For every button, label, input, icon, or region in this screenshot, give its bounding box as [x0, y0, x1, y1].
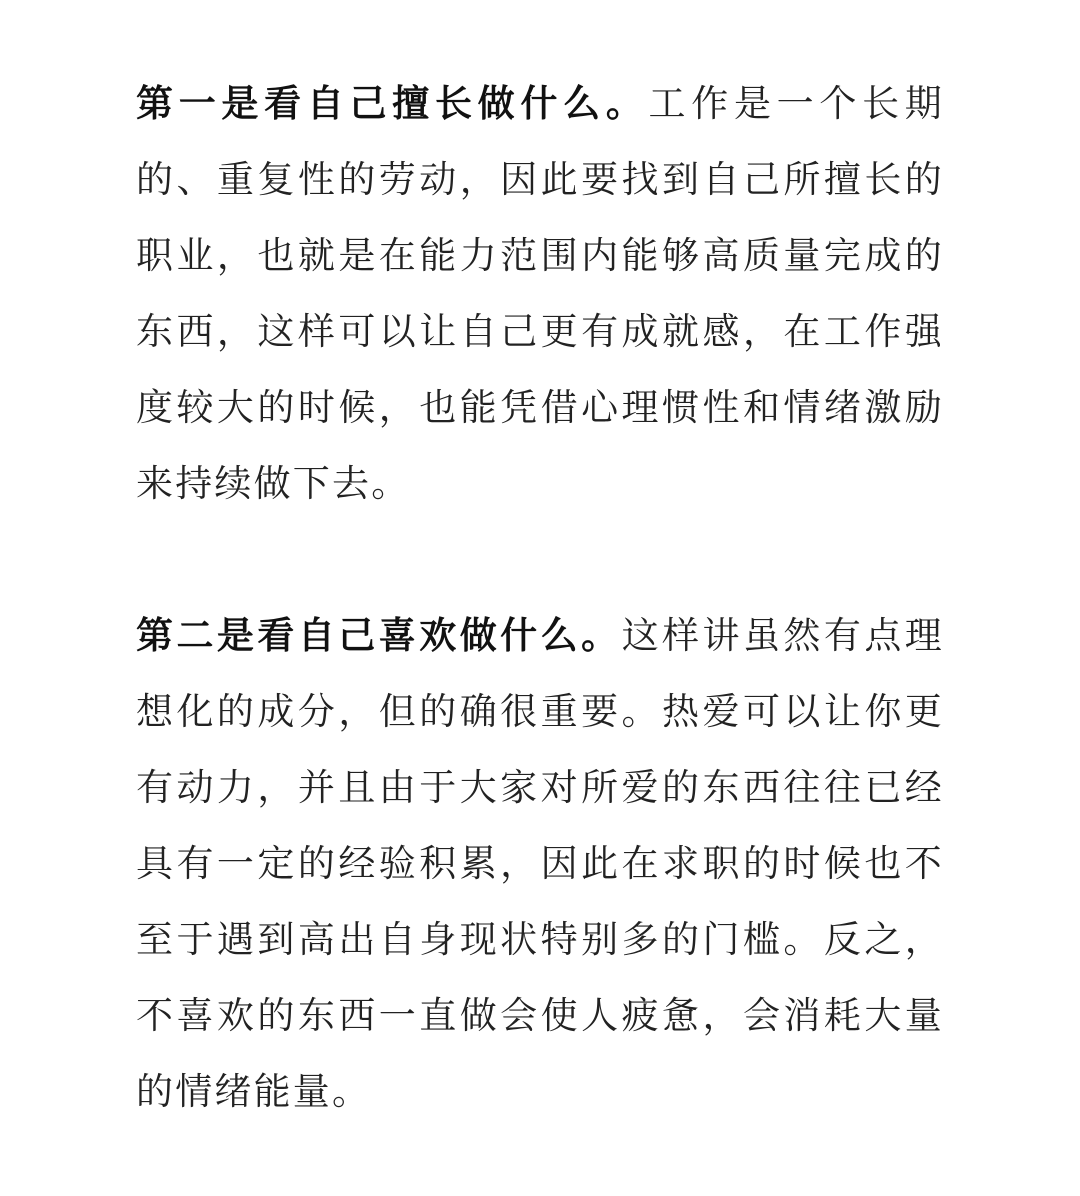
paragraph-text: 这样讲虽然有点理想化的成分，但的确很重要。热爱可以让你更有动力，并且由于大家对所爱的东西往往已经具有一定的经验积累，因此在求职的时候也不至于遇到高出自身现状特别多的门槛。反之，不喜欢的东西一直做会使人疲惫，会消耗大量的情绪能量。: [136, 614, 944, 1113]
paragraph-strengths: [136, 66, 944, 522]
paragraph-heading: 第一是看自己擅长做什么。: [136, 82, 649, 125]
paragraph-heading: 第二是看自己喜欢做什么。: [136, 614, 622, 657]
article-body: [136, 66, 944, 1130]
paragraph-text: 工作是一个长期的、重复性的劳动，因此要找到自己所擅长的职业，也就是在能力范围内能够高质量完成的东西，这样可以让自己更有成就感，在工作强度较大的时候，也能凭借心理惯性和情绪激励来持续做下去。: [136, 82, 944, 505]
paragraph-interests: [136, 598, 944, 1130]
